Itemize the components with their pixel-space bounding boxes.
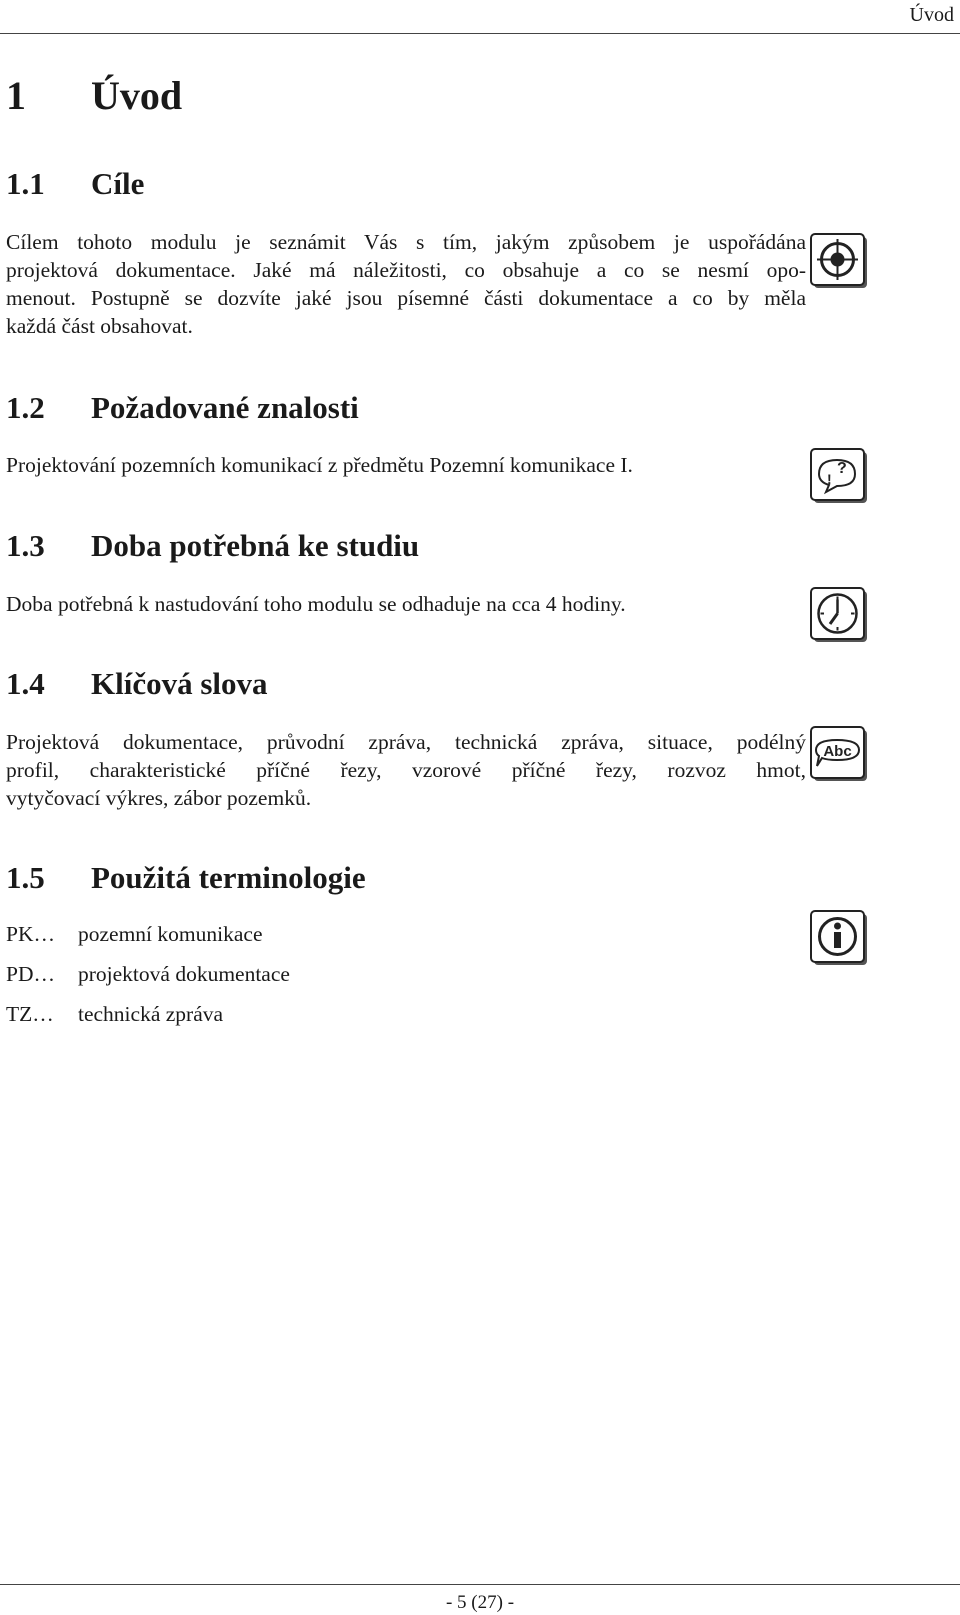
section-title: Požadované znalosti (91, 390, 359, 425)
term-row (6, 1002, 223, 1027)
goals-paragraph (6, 228, 806, 340)
term-abbreviation: PD… (6, 962, 55, 986)
section-heading-study-time (6, 528, 419, 564)
text-line: každá část obsahovat. (6, 314, 193, 338)
chapter-heading (6, 72, 182, 119)
text-line: projektová dokumentace. Jaké má náležitosti, co obsahuje a co se nesmí opo- (6, 258, 806, 282)
section-heading-terminology (6, 860, 366, 896)
question-exclamation-icon (810, 448, 870, 506)
text-line: vytyčovací výkres, zábor pozemků. (6, 786, 312, 810)
term-meaning: technická zpráva (78, 1002, 224, 1026)
section-number: 1.3 (6, 528, 45, 563)
section-heading-prerequisites (6, 390, 359, 426)
term-meaning: pozemní komunikace (78, 922, 263, 946)
svg-text:!: ! (827, 471, 832, 487)
term-meaning: projektová dokumentace (78, 962, 290, 986)
section-title: Použitá terminologie (91, 860, 366, 895)
text-line: Projektová dokumentace, průvodní zpráva, technická zpráva, situace, podélný (6, 730, 806, 754)
section-title: Cíle (91, 166, 145, 201)
section-heading-goals (6, 166, 144, 202)
term-abbreviation: PK… (6, 922, 55, 946)
section-title: Klíčová slova (91, 666, 268, 701)
speech-bubble-abc-icon (810, 726, 870, 784)
section-number: 1.1 (6, 166, 45, 201)
section-heading-keywords (6, 666, 268, 702)
term-abbreviation: TZ… (6, 1002, 54, 1026)
chapter-number: 1 (6, 73, 26, 118)
target-icon (810, 233, 870, 291)
prerequisites-text: Projektování pozemních komunikací z předmětu Pozemní komunikace I. (6, 453, 633, 477)
term-row (6, 922, 262, 947)
text-line: menout. Postupně se dozvíte jaké jsou písemné části dokumentace a co by měla (6, 286, 806, 310)
footer-rule (0, 1584, 960, 1585)
running-header: Úvod (909, 4, 954, 26)
clock-icon (810, 587, 870, 645)
info-icon (810, 910, 870, 968)
keywords-paragraph (6, 728, 806, 812)
text-line: profil, charakteristické příčné řezy, vzorové příčné řezy, rozvoz hmot, (6, 758, 806, 782)
page-number: - 5 (27) - (445, 1592, 515, 1613)
section-number: 1.2 (6, 390, 45, 425)
icon-label: Abc (823, 743, 852, 760)
chapter-title: Úvod (91, 73, 183, 118)
term-row (6, 962, 290, 987)
text-line: Cílem tohoto modulu je seznámit Vás s tím, jakým způsobem je uspořádána (6, 230, 806, 254)
section-number: 1.4 (6, 666, 45, 701)
study-time-text: Doba potřebná k nastudování toho modulu se odhaduje na cca 4 hodiny. (6, 592, 626, 616)
section-title: Doba potřebná ke studiu (91, 528, 420, 563)
section-number: 1.5 (6, 860, 45, 895)
header-rule (0, 33, 960, 34)
svg-text:?: ? (837, 460, 847, 477)
